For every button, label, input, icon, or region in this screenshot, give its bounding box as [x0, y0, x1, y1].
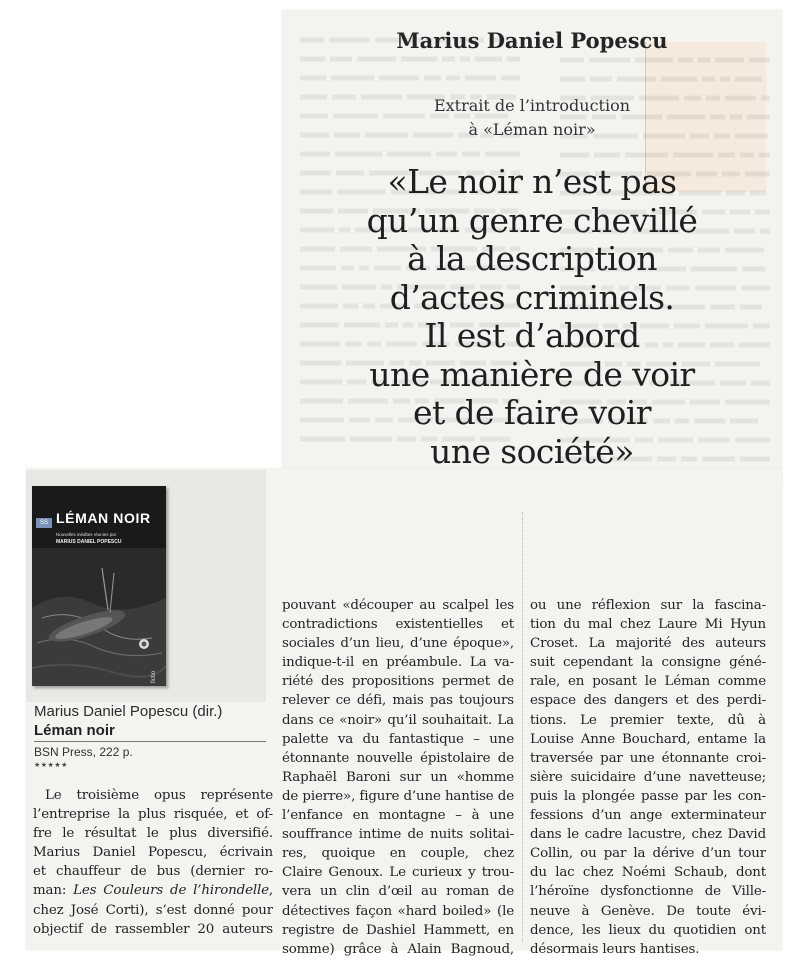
- text-line: du lac chez Noémi Schaub, dont: [530, 865, 766, 881]
- text-line: souffrance intime de nuits solitai-: [282, 827, 514, 843]
- text-line: contradictions existentielles et: [282, 617, 514, 633]
- text-line: Collin, ou par la dérive d’un tour: [530, 846, 766, 862]
- pull-quote-line: une société»: [430, 431, 634, 471]
- text-line: riété des propositions permet de: [282, 674, 514, 690]
- author-heading: Marius Daniel Popescu: [396, 28, 668, 53]
- text-line: [33, 881, 273, 900]
- text-line: Marius Daniel Popescu, écrivain: [33, 845, 273, 861]
- pull-quote-line: qu’un genre chevillé: [366, 200, 698, 240]
- divider: [34, 741, 266, 742]
- text-line: ou une réflexion sur la fascina-: [530, 598, 766, 613]
- text-line: l’enfance en montagne – à une: [282, 808, 514, 824]
- text-line: désormais leurs hantises.: [530, 941, 700, 957]
- book-cover-image: [32, 486, 166, 686]
- novel-title: Les Couleurs de l’hirondelle: [73, 883, 269, 899]
- text-line: dence, les lieux du quotidien ont: [530, 922, 766, 938]
- text-line: Croset. La majorité des auteurs: [530, 636, 766, 652]
- article-column-3: [530, 596, 766, 959]
- text-line: somme) grâce à Alain Bagnoud,: [282, 941, 514, 957]
- cover-title: LÉMAN NOIR: [56, 510, 151, 526]
- intro-label-line: Extrait de l’introduction: [433, 96, 631, 115]
- pull-quote-line: d’actes criminels.: [389, 277, 675, 317]
- text-line: palette va du fantastique – une: [282, 731, 514, 747]
- text-line: de pierre», figure d’une hantise de: [282, 788, 514, 804]
- column-divider: [522, 512, 523, 942]
- text-line: Le troisième opus représente: [45, 788, 273, 803]
- pull-quote-line: et de faire voir: [413, 393, 651, 432]
- book-publisher-line: BSN Press, 222 p.: [34, 745, 133, 759]
- text-line: puis la plongée passe par les con-: [530, 788, 766, 804]
- cover-publisher-logo: fictio: [150, 670, 157, 684]
- text-line: détectives façon «hard boiled» (le: [282, 903, 514, 919]
- text-line: suit cependant la consigne géné-: [530, 655, 766, 671]
- cover-subtitle: Nouvelles inédites réunies par: [56, 532, 117, 537]
- text-line: res, quoique en couple, chez: [282, 846, 514, 862]
- text-line: et chauffeur de bus (dernier ro-: [33, 864, 273, 880]
- pull-quote: [282, 163, 782, 471]
- text-line: l’héroïne dysfonctionne de Ville-: [530, 884, 766, 900]
- cover-badge: SS: [36, 518, 52, 528]
- text-line: rale, en posant le Léman comme: [530, 674, 766, 690]
- pull-quote-line: à la description: [407, 239, 657, 278]
- text-line: l’entreprise la plus risquée, et of-: [33, 807, 273, 823]
- text-line: vera un clin d’œil au roman de: [282, 884, 514, 900]
- text-line: neuve à Genève. De toute évi-: [530, 903, 766, 919]
- text-line: relever ce défi, mais pas toujours: [282, 693, 514, 709]
- cover-illustration: [32, 548, 166, 686]
- text-line: sociales d’un lieu, d’une époque»,: [282, 636, 514, 652]
- intro-label: [282, 94, 782, 142]
- text-line: traversée par une étonnante croi-: [530, 750, 766, 766]
- text-span: man:: [33, 883, 74, 899]
- text-line: dans le cadre lacustre, chez David: [530, 827, 766, 843]
- text-line: chez José Corti), s’est donné pour: [33, 902, 273, 918]
- book-author-line: Marius Daniel Popescu (dir.): [34, 703, 223, 720]
- text-line: Claire Genoux. Le curieux y trou-: [282, 865, 514, 881]
- text-span: ,: [268, 883, 273, 899]
- intro-label-line: à «Léman noir»: [468, 120, 596, 139]
- book-title: Léman noir: [34, 722, 115, 739]
- text-line: indique-t-il en préambule. La va-: [282, 655, 514, 671]
- text-line: étonnante nouvelle épistolaire de: [282, 750, 514, 766]
- text-line: sière suicidaire d’une navetteuse;: [530, 769, 766, 785]
- text-line: tion du mal chez Laure Mi Hyun: [530, 617, 766, 633]
- article-column-2: [282, 596, 514, 959]
- pull-quote-line: «Le noir n’est pas: [387, 162, 677, 201]
- pull-quote-line: Il est d’abord: [424, 316, 640, 355]
- article-column-1: [33, 786, 273, 939]
- text-line: Louise Anne Bouchard, entame la: [530, 731, 766, 747]
- rating-stars: ★★★★★: [34, 761, 68, 769]
- cover-editor: MARIUS DANIEL POPESCU: [56, 539, 122, 545]
- text-line: espace des dangers et des perdi-: [530, 693, 766, 709]
- text-line: tions. Le premier texte, dû à: [530, 712, 766, 728]
- text-line: pouvant «découper au scalpel les: [282, 598, 514, 613]
- text-line: registre de Dashiel Hammett, en: [282, 922, 514, 938]
- text-line: fessions d’un ange exterminateur: [530, 808, 766, 824]
- text-line: objectif de rassembler 20 auteurs: [33, 921, 273, 937]
- text-line: Raphaël Baroni sur un «homme: [282, 769, 514, 785]
- text-line: dans ce «noir» qu’il souhaitait. La: [282, 712, 514, 728]
- text-line: fre le résultat le plus diversifié.: [33, 826, 273, 842]
- pull-quote-line: une manière de voir: [369, 354, 695, 394]
